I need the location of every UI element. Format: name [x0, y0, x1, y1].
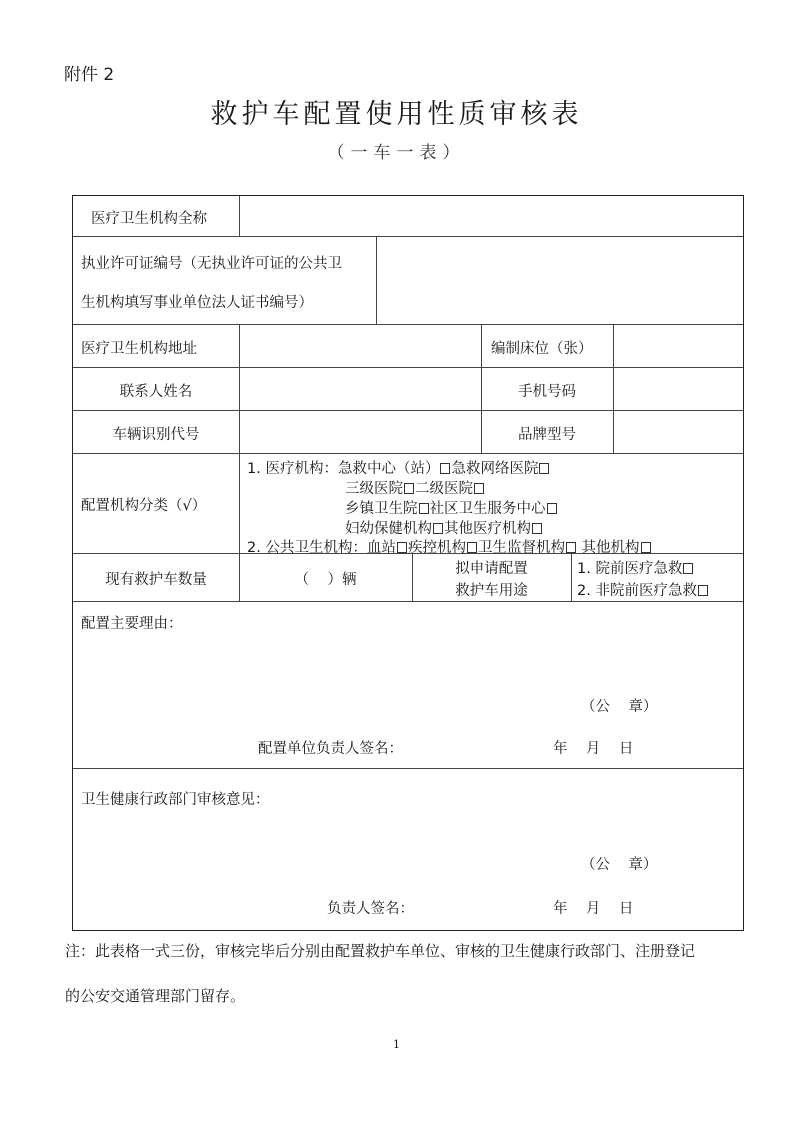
brand-model-label: 品牌型号 [518, 427, 576, 443]
public-health-options [247, 536, 652, 557]
row-divider [73, 410, 743, 411]
option-other-institution[interactable]: 其他机构 [577, 540, 652, 556]
medical-institution-options [247, 457, 550, 478]
option-tertiary-hospital[interactable]: 三级医院 [345, 481, 415, 497]
document-subtitle: （一车一表） [327, 143, 466, 163]
license-number-label: 执业许可证编号（无执业许可证的公共卫 [81, 256, 342, 272]
option-maternal-child-health[interactable]: 妇幼保健机构 [345, 521, 444, 537]
reason-label: 配置主要理由： [81, 616, 183, 632]
option-non-prehospital-emergency[interactable]: 2. 非院前医疗急救 [577, 579, 709, 600]
page-number: 1 [393, 1038, 400, 1051]
review-opinion-label: 卫生健康行政部门审核意见： [81, 792, 270, 808]
medical-institution-options-row4 [345, 517, 543, 538]
medical-prefix: 1. 医疗机构： [247, 461, 338, 477]
attachment-number: 附件 2 [64, 65, 115, 85]
option-secondary-hospital[interactable]: 二级医院 [415, 481, 485, 497]
checkbox[interactable] [532, 523, 542, 534]
row-divider [73, 601, 743, 602]
row-divider [73, 236, 743, 237]
checkbox[interactable] [474, 483, 484, 494]
column-divider [376, 236, 377, 324]
option-emergency-center[interactable]: 急救中心（站） [338, 461, 452, 477]
checkbox[interactable] [404, 483, 414, 494]
checkbox[interactable] [397, 542, 407, 553]
institution-name-label: 医疗卫生机构全称 [91, 211, 207, 227]
option-blood-station[interactable]: 血站 [367, 540, 408, 556]
column-divider [239, 324, 240, 453]
option-health-supervision[interactable]: 卫生监督机构 [478, 540, 577, 556]
purpose-label-line2: 救护车用途 [455, 583, 528, 599]
review-signature-label: 负责人签名： [327, 901, 414, 917]
ambulance-count-value[interactable]: （ ）辆 [294, 572, 357, 588]
row-divider [73, 367, 743, 368]
row-divider [73, 768, 743, 769]
checkbox[interactable] [683, 563, 693, 574]
checkbox[interactable] [539, 463, 549, 474]
checkbox[interactable] [440, 463, 450, 474]
public-prefix: 2. 公共卫生机构： [247, 540, 367, 556]
option-emergency-network-hospital[interactable]: 急救网络医院 [451, 461, 550, 477]
document-title: 救护车配置使用性质审核表 [210, 99, 583, 130]
footnote-line2: 的公安交通管理部门留存。 [65, 987, 246, 1005]
column-divider [239, 196, 240, 236]
footnote: 注：此表格一式三份，审核完毕后分别由配置救护车单位、审核的卫生健康行政部门、注册登记 [65, 942, 696, 960]
license-number-label-line2: 生机构填写事业单位法人证书编号） [81, 295, 313, 311]
checkbox[interactable] [641, 542, 651, 553]
checkbox[interactable] [433, 523, 443, 534]
column-divider [613, 324, 614, 453]
reason-date: 年 月 日 [553, 741, 634, 757]
option-community-health-center[interactable]: 社区卫生服务中心 [430, 501, 558, 517]
medical-institution-options-row3 [345, 497, 558, 518]
purpose-label: 拟申请配置 [455, 561, 528, 577]
review-form-table [72, 195, 744, 931]
category-label: 配置机构分类（√） [81, 498, 207, 514]
option-prehospital-emergency[interactable]: 1. 院前医疗急救 [577, 557, 694, 578]
medical-institution-options-row2 [345, 477, 485, 498]
ambulance-count-label: 现有救护车数量 [105, 572, 207, 588]
vin-label: 车辆识别代号 [112, 427, 200, 443]
checkbox[interactable] [419, 503, 429, 514]
review-date: 年 月 日 [553, 901, 634, 917]
checkbox[interactable] [547, 503, 557, 514]
checkbox[interactable] [467, 542, 477, 553]
row-divider [73, 453, 743, 454]
option-cdc[interactable]: 疾控机构 [408, 540, 478, 556]
option-other-medical[interactable]: 其他医疗机构 [444, 521, 543, 537]
option-township-hospital[interactable]: 乡镇卫生院 [345, 501, 430, 517]
checkbox[interactable] [566, 542, 576, 553]
beds-label: 编制床位（张） [491, 341, 593, 357]
phone-label: 手机号码 [518, 384, 576, 400]
checkbox[interactable] [698, 585, 708, 596]
address-label: 医疗卫生机构地址 [81, 341, 197, 357]
review-seal: （公 章） [581, 857, 658, 873]
column-divider [571, 553, 572, 601]
reason-seal: （公 章） [581, 699, 658, 715]
contact-name-label: 联系人姓名 [119, 384, 193, 400]
reason-signature-label: 配置单位负责人签名： [258, 741, 403, 757]
row-divider [73, 324, 743, 325]
